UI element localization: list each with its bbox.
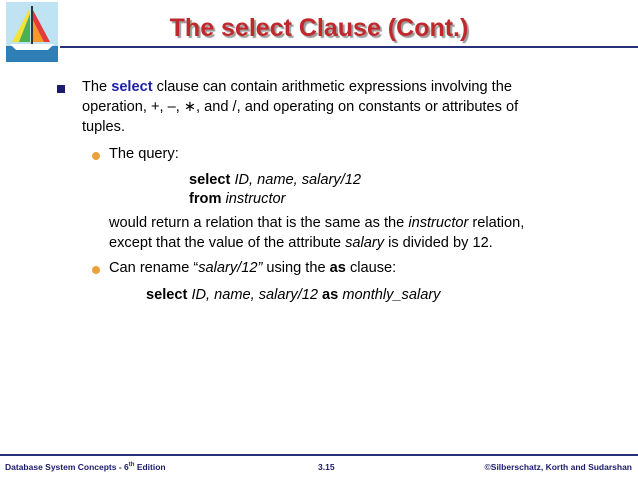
round-bullet-icon [92,266,100,274]
rename-example: select ID, name, salary/12 as monthly_salary [146,287,441,303]
footer-left: Database System Concepts - 6th Edition [5,462,166,472]
footer-rule [0,454,638,456]
desc-line1: would return a relation that is the same as the instructor relation, [109,215,525,231]
square-bullet-icon [57,85,65,93]
sub2-text: Can rename “salary/12” using the as clause: [109,260,397,276]
footer-right: ©Silberschatz, Korth and Sudarshan [484,462,632,472]
desc-line2: except that the value of the attribute salary is divided by 12. [109,235,493,251]
slide-title: The select Clause (Cont.) [169,14,469,42]
query-from-line: from instructor [189,191,286,207]
round-bullet-icon [92,152,100,160]
footer-page-number: 3.15 [318,462,335,472]
query-select-line: select ID, name, salary/12 [189,172,361,188]
bullet1-line3: tuples. [82,119,125,135]
sub1-label: The query: [109,146,179,162]
bullet1-line1: The select clause can contain arithmetic expressions involving the [82,79,512,95]
bullet1-line2: operation, +, –, ∗, and /, and operating on constants or attributes of [82,99,519,115]
